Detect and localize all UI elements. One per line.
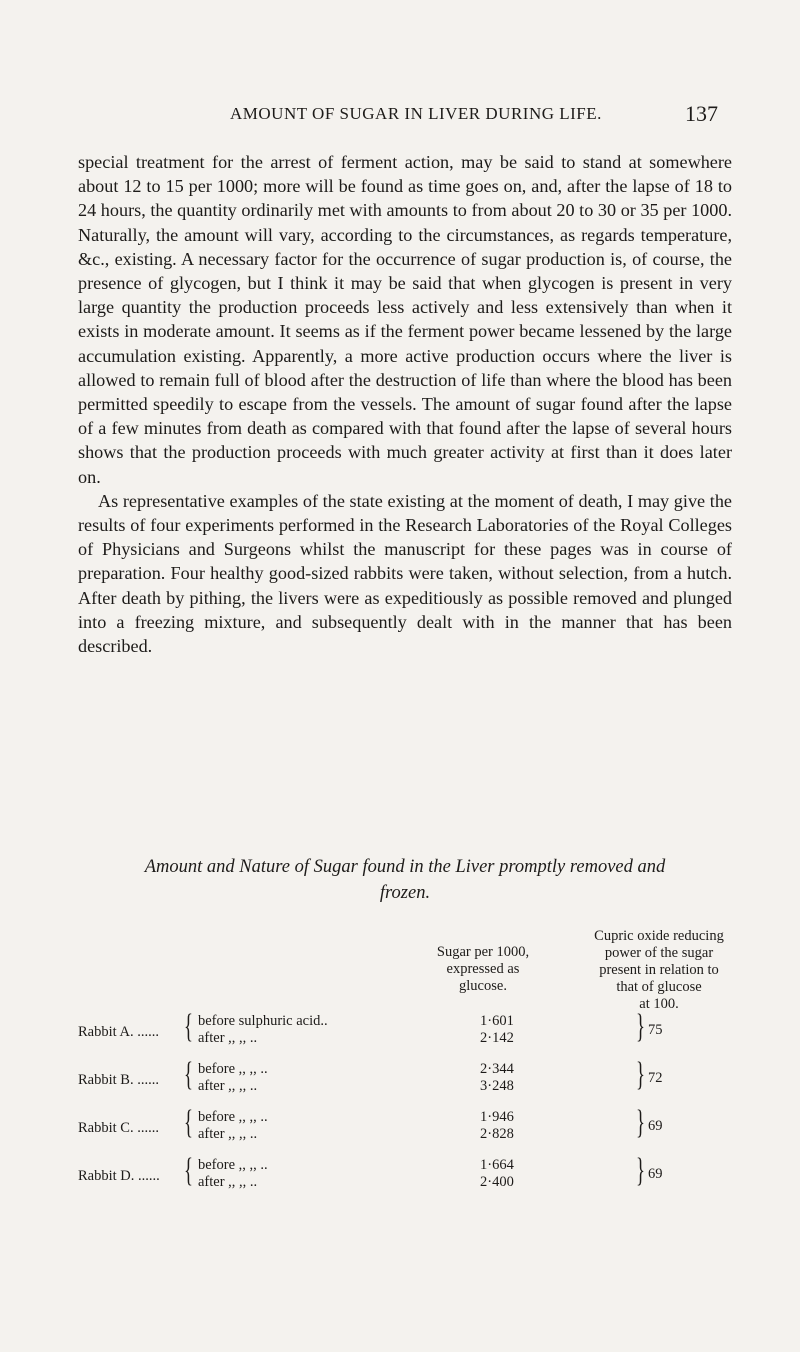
sugar-header-line: glucose. <box>459 978 507 994</box>
cupric-value: 75 <box>648 1022 663 1038</box>
right-brace: } <box>636 1056 645 1093</box>
sugar-column-header <box>408 944 558 995</box>
cupric-header-line: at 100. <box>639 996 679 1012</box>
after-label: after ,, ,, .. <box>198 1078 258 1094</box>
paragraph-1: special treatment for the arrest of ferment action, may be said to stand at somewhere about 12 to 15 per 1000; more will be found as time goes on, and, after the lapse of 18 to 24 hours, the quantity ordinarily met with amounts to from about 20 to 30 or 35 per 1000. Naturally, the amount will vary, according to the circumstances, as regards temperature, &c., existing. A necessary factor for the occurrence of sugar production is, of course, the presence of glycogen, but I think it may be said that when glycogen is present in very large quantity the production proceeds less actively and less extensively than when it exists in moderate amount. It seems as if the ferment power became lessened by the large accumulation existing. Apparently, a more active production occurs where the liver is allowed to remain full of blood after the destruction of life than where the blood has been permitted speedily to escape from the vessels. The amount of sugar found after the lapse of a few minutes from death as compared with that found after the lapse of several hours shows that the production proceeds with much greater activity at first than it does later on. <box>78 152 732 487</box>
rabbit-label: Rabbit C. ...... <box>78 1120 159 1136</box>
before-value: 1·664 <box>480 1157 514 1173</box>
table-caption-line-2: frozen. <box>379 883 431 903</box>
rabbit-label: Rabbit B. ...... <box>78 1072 159 1088</box>
before-value: 2·344 <box>480 1061 514 1077</box>
table-caption-line-1: Amount and Nature of Sugar found in the Liver promptly removed and <box>144 857 666 877</box>
sugar-header-line: Sugar per 1000, <box>436 944 530 960</box>
cupric-header-line: that of glucose <box>616 979 702 995</box>
rabbit-label: Rabbit D. ...... <box>78 1168 160 1184</box>
cupric-header-line: Cupric oxide reducing <box>594 928 724 944</box>
left-brace: { <box>184 1056 193 1093</box>
cupric-value: 69 <box>648 1166 663 1182</box>
before-value: 1·946 <box>480 1109 514 1125</box>
rabbit-label: Rabbit A. ...... <box>78 1024 159 1040</box>
cupric-value: 69 <box>648 1118 663 1134</box>
page-number: 137 <box>685 101 718 126</box>
after-value: 2·828 <box>480 1126 514 1142</box>
cupric-column-header <box>574 928 744 1013</box>
cupric-header-line: power of the sugar <box>604 945 714 961</box>
paragraph-2: As representative examples of the state existing at the moment of death, I may give the results of four experiments performed in the Research Laboratories of the Royal Colleges of Physicians and Surgeons whilst the manuscript for these pages was in course of preparation. Four healthy good-sized rabbits were taken, without selection, from a hutch. After death by pithing, the livers were as expeditiously as possible removed and plunged into a freezing mixture, and subsequently dealt with in the manner that has been described. <box>78 490 732 657</box>
sugar-header-line: expressed as <box>446 961 520 977</box>
after-label: after ,, ,, .. <box>198 1030 258 1046</box>
right-brace: } <box>636 1104 645 1141</box>
left-brace: { <box>184 1008 193 1045</box>
running-head-title: AMOUNT OF SUGAR IN LIVER DURING LIFE. <box>230 104 602 123</box>
after-value: 2·400 <box>480 1174 514 1190</box>
before-label: before ,, ,, .. <box>198 1157 268 1173</box>
before-label: before ,, ,, .. <box>198 1061 268 1077</box>
after-label: after ,, ,, .. <box>198 1126 258 1142</box>
before-value: 1·601 <box>480 1013 514 1029</box>
after-value: 3·248 <box>480 1078 514 1094</box>
before-label: before sulphuric acid.. <box>198 1013 328 1029</box>
right-brace: } <box>636 1008 645 1045</box>
after-label: after ,, ,, .. <box>198 1174 258 1190</box>
cupric-header-line: present in relation to <box>599 962 719 978</box>
left-brace: { <box>184 1104 193 1141</box>
right-brace: } <box>636 1152 645 1189</box>
cupric-value: 72 <box>648 1070 663 1086</box>
after-value: 2·142 <box>480 1030 514 1046</box>
left-brace: { <box>184 1152 193 1189</box>
before-label: before ,, ,, .. <box>198 1109 268 1125</box>
